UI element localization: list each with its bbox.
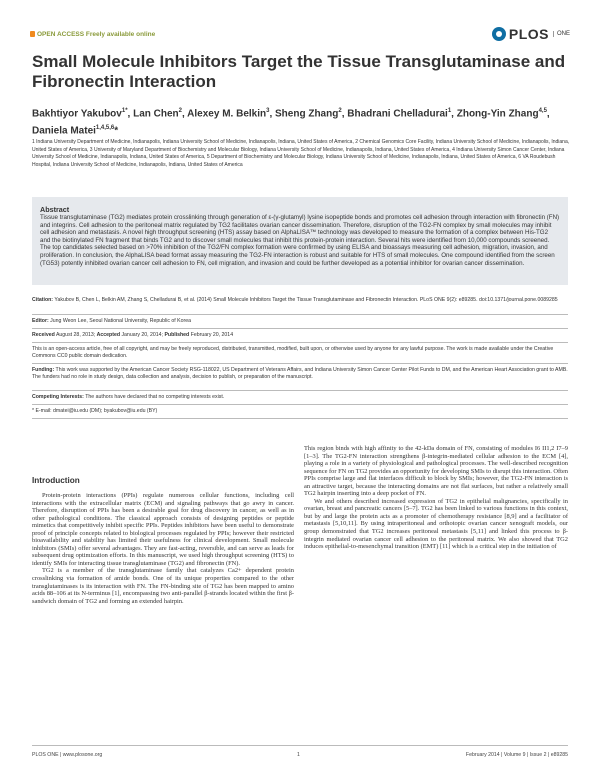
meta-divider [32, 404, 568, 405]
body-paragraph: We and others described increased expression of TG2 in epithelial malignancies, specifically in ovarian, breast and pancreatic cancers [5–7]. TG2 has been linked to various functions in this context, but by and large the protein acts as a promoter of chemotherapy resistance [8,9] and a facilitator of metastasis [5,10,11]. By using intraperitoneal and orthotopic ovarian cancer xenograft models, our group demonstrated that TG2 increases peritoneal metastasis [5,11] and linked this process to β-integrin mediated ovarian cancer cell adhesion to the peritoneal matrix. We also showed that TG2 induces epithelial-to-mesenchymal transition (EMT) [11] which is a critical step in the initiation of [304, 497, 568, 551]
author-sup: 1* [121, 108, 128, 114]
affiliations: 1 Indiana University Department of Medicine, Indianapolis, Indiana University School of Medicine, Indianapolis, Indiana, United States of America, 2 Chemical Genomics Core Facility, Indiana University School of Medicine, Indianapolis, Indiana, United States of America, 3 University of Maryland Department of Biochemistry and Molecular Biology, Indiana University School of Medicine, Indianapolis, Indiana, United States of America, 4 Indiana University Simon Cancer Center, Indiana University School of Medicine, Indianapolis, Indiana, United States of America, 5 Department of Biochemistry and Molecular Biology, Indiana University School of Medicine, Indianapolis, Indiana, United States of America, 6 VA Roudebush Hospital, Indiana University School of Medicine, Indianapolis, Indiana, United States of America [32, 139, 570, 169]
open-access-label: OPEN ACCESS Freely available online [37, 31, 156, 38]
author-sup: 2 [178, 108, 182, 114]
body-column-right [304, 445, 568, 551]
author-sup: 3 [266, 108, 270, 114]
page-number: 1 [297, 752, 300, 758]
citation-text: Yakubov B, Chen L, Belkin AM, Zhang S, Chelladurai B, et al. (2014) Small Molecule Inhibitors Target the Tissue Transglutaminase and Fibronectin Interaction. PLoS ONE 9(2): e89285. doi:10.1371/journal.pone.0089285 [54, 297, 558, 303]
meta-divider [32, 390, 568, 391]
copyright: This is an open-access article, free of all copyright, and may be freely reproduced, distributed, transmitted, modified, built upon, or otherwise used by anyone for any lawful purpose. The work is made available under the Creative Commons CC0 public domain dedication. [32, 346, 554, 359]
open-access-lock-icon [30, 31, 35, 37]
footer-journal: PLOS ONE | www.plosone.org [32, 752, 103, 758]
accepted-label: Accepted [96, 332, 120, 338]
plos-mark-icon [492, 27, 506, 41]
funding-label: Funding: [32, 367, 55, 373]
author-sup: 1,4,5,6 [95, 125, 115, 132]
contact-email: * E-mail: dmatei@iu.edu (DM); byakubov@iu.edu (BY) [32, 408, 158, 414]
author-name: , Daniela Matei [32, 108, 550, 137]
author-name: , Alexey M. Belkin [182, 108, 267, 120]
author-mark: * [114, 125, 119, 137]
meta-divider [32, 342, 568, 343]
body-paragraph: TG2 is a member of the transglutaminase family that catalyzes Ca2+ dependent protein crosslinking via formation of amide bonds. One of its unique properties compared to the other transglutaminases is its interaction with FN. The FN-binding site of TG2 has been mapped to amino acids 88–106 at its N-terminus [1], encompassing two anti-parallel β-strands located within the first β-sandwich domain of TG2 and forming an extended hairpin. [32, 567, 294, 605]
article-title: Small Molecule Inhibitors Target the Tissue Transglutaminase and Fibronectin Interaction [32, 52, 566, 91]
competing-text: The authors have declared that no competing interests exist. [85, 394, 225, 400]
plos-journal: ONE [553, 31, 570, 37]
citation [32, 297, 568, 304]
dates [32, 332, 568, 339]
funding-text: This work was supported by the American Cancer Society RSG-118022, US Department of Veterans Affairs, and Indiana University Simon Cancer Center Pilot Funds to DM, and the American Heart Association grant to AMB. The funders had no role in study design, data collection and analysis, decision to publish, or preparation of the manuscript. [32, 367, 568, 380]
plos-logo [492, 26, 570, 42]
editor-text: Jung Weon Lee, Seoul National University, Republic of Korea [50, 318, 191, 324]
introduction-heading: Introduction [32, 476, 80, 485]
body-paragraph: Protein-protein interactions (PPIs) regulate numerous cellular functions, including cell interactions with the extracellular matrix (ECM) and signaling pathways that go awry in cancer. Therefore, disruption of PPIs has been a desirable goal for drug discovery in cancer, as well as in other pathological conditions. The classical approach consists of designing peptides or peptide mimetics that competitively inhibit specific PPIs. Peptides inhibitors have been useful to demonstrate proof of principle concepts related to biological processes regulated by PPIs; however their restricted bioavailability and stability has limited their usefulness for clinical development. Small molecule inhibitors (SMIs) offer several advantages. They are fast-acting, reversible, and can serve as leads for subsequent drug optimization efforts. In this manuscript, we used high throughput screening (HTS) to identify SMIs for interacting tissue transglutaminase (TG2) and fibronectin (FN). [32, 492, 294, 567]
author-list [32, 104, 572, 139]
footer-issue: February 2014 | Volume 9 | Issue 2 | e89285 [465, 752, 568, 758]
author-name: , Zhong-Yin Zhang [451, 108, 539, 120]
author-sup: 4,5 [538, 108, 547, 114]
editor-label: Editor: [32, 318, 49, 324]
author-sup: 1 [447, 108, 452, 114]
author-name: Bakhtiyor Yakubov [32, 108, 122, 120]
open-access-badge [30, 31, 155, 38]
received-label: Received [32, 332, 55, 338]
funding [32, 367, 568, 380]
plos-brand: PLOS [508, 26, 549, 42]
received-date: August 28, 2013; [55, 332, 96, 338]
meta-divider [32, 314, 568, 315]
author-name: , Bhadrani Chelladurai [341, 108, 448, 120]
body-column-left [32, 492, 294, 605]
author-name: , Lan Chen [127, 108, 179, 120]
footer-divider [32, 745, 568, 746]
author-sup: 2 [338, 108, 342, 114]
author-name: , Sheng Zhang [269, 108, 339, 120]
body-paragraph: This region binds with high affinity to the 42-kDa domain of FN, consisting of modules I6 II1,2 I7–9 [1–3]. The TG2-FN interaction strengthens β-integrin-mediated cellular adhesion to the ECM [4], playing a role in a variety of physiological and pathological processes. The well-described recognition sequence for FN on TG2 provides an opportunity for developing SMIs to disrupt this interaction. Often PPIs comprise large and flat interfaces difficult to block by SMIs; however, the TG2-FN interaction is an attractive target, because the interacting domains are not flat surfaces, but rather a relatively small TG2 hairpin inserting into a deep pocket of FN. [304, 445, 568, 498]
abstract-heading: Abstract [40, 205, 70, 214]
published-label: Published [164, 332, 190, 338]
accepted-date: January 20, 2014; [121, 332, 163, 338]
editor [32, 318, 568, 325]
meta-divider [32, 328, 568, 329]
citation-label: Citation: [32, 297, 54, 303]
published-date: February 20, 2014 [190, 332, 234, 338]
competing-interests [32, 394, 568, 401]
abstract-text: Tissue transglutaminase (TG2) mediates protein crosslinking through generation of ε-(γ-glutamyl) lysine isopeptide bonds and promotes cell adhesion through interaction with fibronectin (FN) and integrins. Cell adhesion to the peritoneal matrix regulated by TG2 facilitates ovarian cancer dissemination. Therefore, disruption of the TG2-FN complex by small molecules may inhibit cell adhesion and metastasis. A novel high throughput screening (HTS) assay based on AlphaLISA™ technology was developed to measure the formation of a complex between His-TG2 and the biotinylated FN fragment that binds TG2 and to discover small molecules that inhibit this protein-protein interaction. Several hits were identified from 10,000 compounds screened. The top candidates selected based on >70% inhibition of the TG2/FN complex formation were confirmed by using ELISA and bioassays measuring cell adhesion, migration, invasion, and proliferation. In conclusion, the AlphaLISA bead format assay measuring the TG2-FN interaction is robust and suitable for HTS of small molecules. One compound identified from the screen (TG53) potently inhibited ovarian cancer cell adhesion to FN, cell migration, and invasion and could be further developed as a potential inhibitor for ovarian cancer dissemination. [40, 214, 560, 267]
meta-divider [32, 418, 568, 419]
meta-divider [32, 363, 568, 364]
competing-label: Competing Interests: [32, 394, 84, 400]
